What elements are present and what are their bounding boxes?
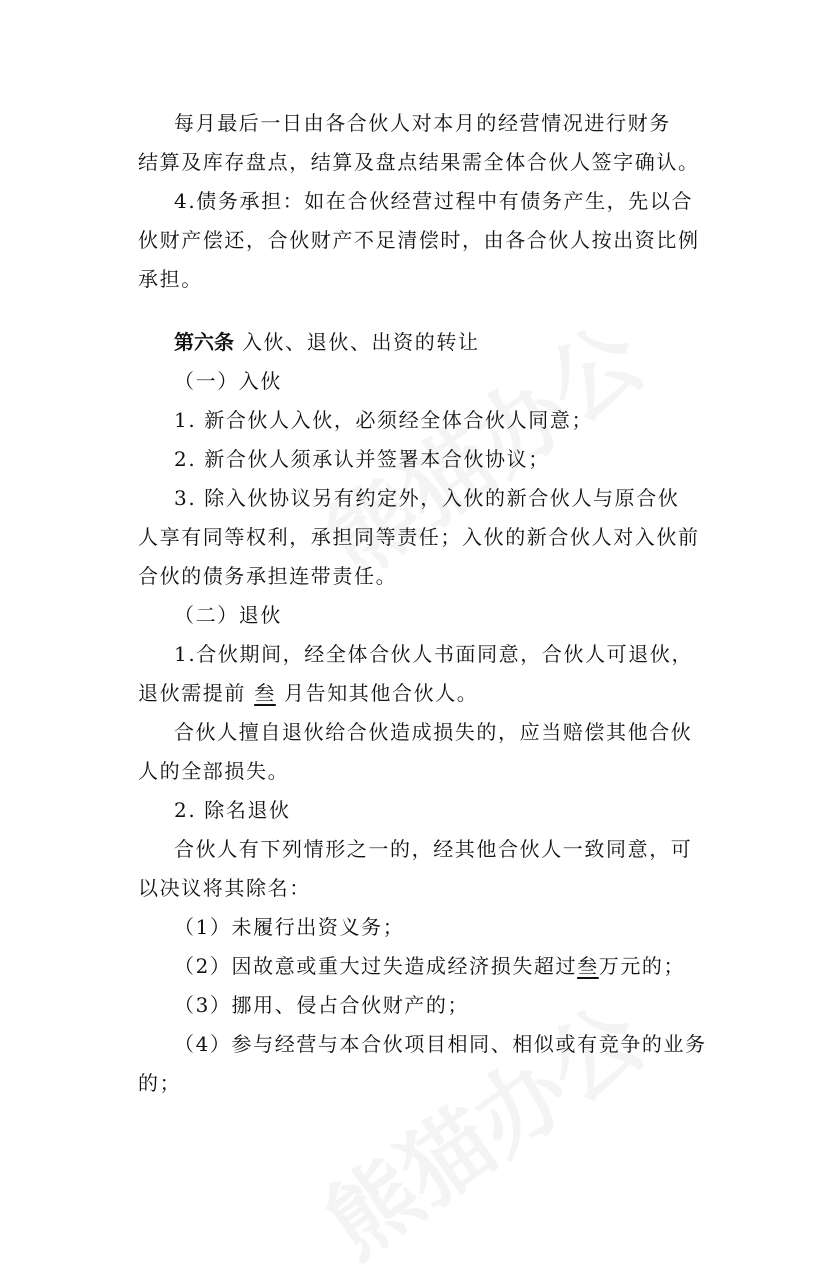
- paragraph-line: 人享有同等权利，承担同等责任；入伙的新合伙人对入伙前: [138, 525, 700, 549]
- article-label: 第六条: [174, 330, 234, 354]
- text-segment: 月告知其他合伙人。: [284, 681, 479, 705]
- list-item: 3. 除入伙协议另有约定外，入伙的新合伙人与原合伙: [174, 486, 680, 510]
- text-segment: 万元的；: [598, 954, 686, 978]
- section-heading: （一）入伙: [174, 369, 282, 393]
- text-segment: （2）因故意或重大过失造成经济损失超过: [174, 954, 578, 978]
- paragraph-line: 合伙的债务承担连带责任。: [138, 564, 398, 588]
- list-item: 1. 新合伙人入伙，必须经全体合伙人同意；: [174, 408, 594, 432]
- paragraph-line: 人的全部损失。: [138, 759, 290, 783]
- paragraph-line: 结算及库存盘点，结算及盘点结果需全体合伙人签字确认。: [138, 150, 700, 174]
- article-heading: [174, 329, 718, 355]
- list-item: （1）未履行出资义务；: [174, 915, 405, 939]
- paragraph-line: 每月最后一日由各合伙人对本月的经营情况进行财务: [174, 111, 671, 135]
- paragraph-line: 伙财产偿还，合伙财产不足清偿时，由各合伙人按出资比例: [138, 228, 700, 252]
- paragraph-line: [138, 680, 718, 706]
- paragraph-line: 合伙人有下列情形之一的，经其他合伙人一致同意，可: [174, 837, 693, 861]
- list-item: （3）挪用、侵占合伙财产的；: [174, 993, 470, 1017]
- section-heading: （二）退伙: [174, 603, 282, 627]
- paragraph-line: 的；: [138, 1071, 182, 1095]
- underlined-blank: 叁: [577, 954, 599, 978]
- subsection-heading: 2. 除名退伙: [174, 798, 291, 822]
- paragraph-line: 4.债务承担：如在合伙经营过程中有债务产生，先以合: [174, 189, 694, 213]
- list-item: （4）参与经营与本合伙项目相同、相似或有竞争的业务: [174, 1032, 707, 1056]
- paragraph-line: 以决议将其除名：: [138, 876, 311, 900]
- article-title: 入伙、退伙、出资的转让: [234, 330, 480, 354]
- list-item: [174, 953, 718, 979]
- list-item: 2. 新合伙人须承认并签署本合伙协议；: [174, 447, 550, 471]
- paragraph-line: 合伙人擅自退伙给合伙造成损失的，应当赔偿其他合伙: [174, 720, 693, 744]
- underlined-blank: 叁: [254, 681, 276, 705]
- list-item: 1.合伙期间，经全体合伙人书面同意，合伙人可退伙，: [174, 642, 694, 666]
- paragraph-line: 承担。: [138, 267, 203, 291]
- text-segment: 退伙需提前: [138, 681, 246, 705]
